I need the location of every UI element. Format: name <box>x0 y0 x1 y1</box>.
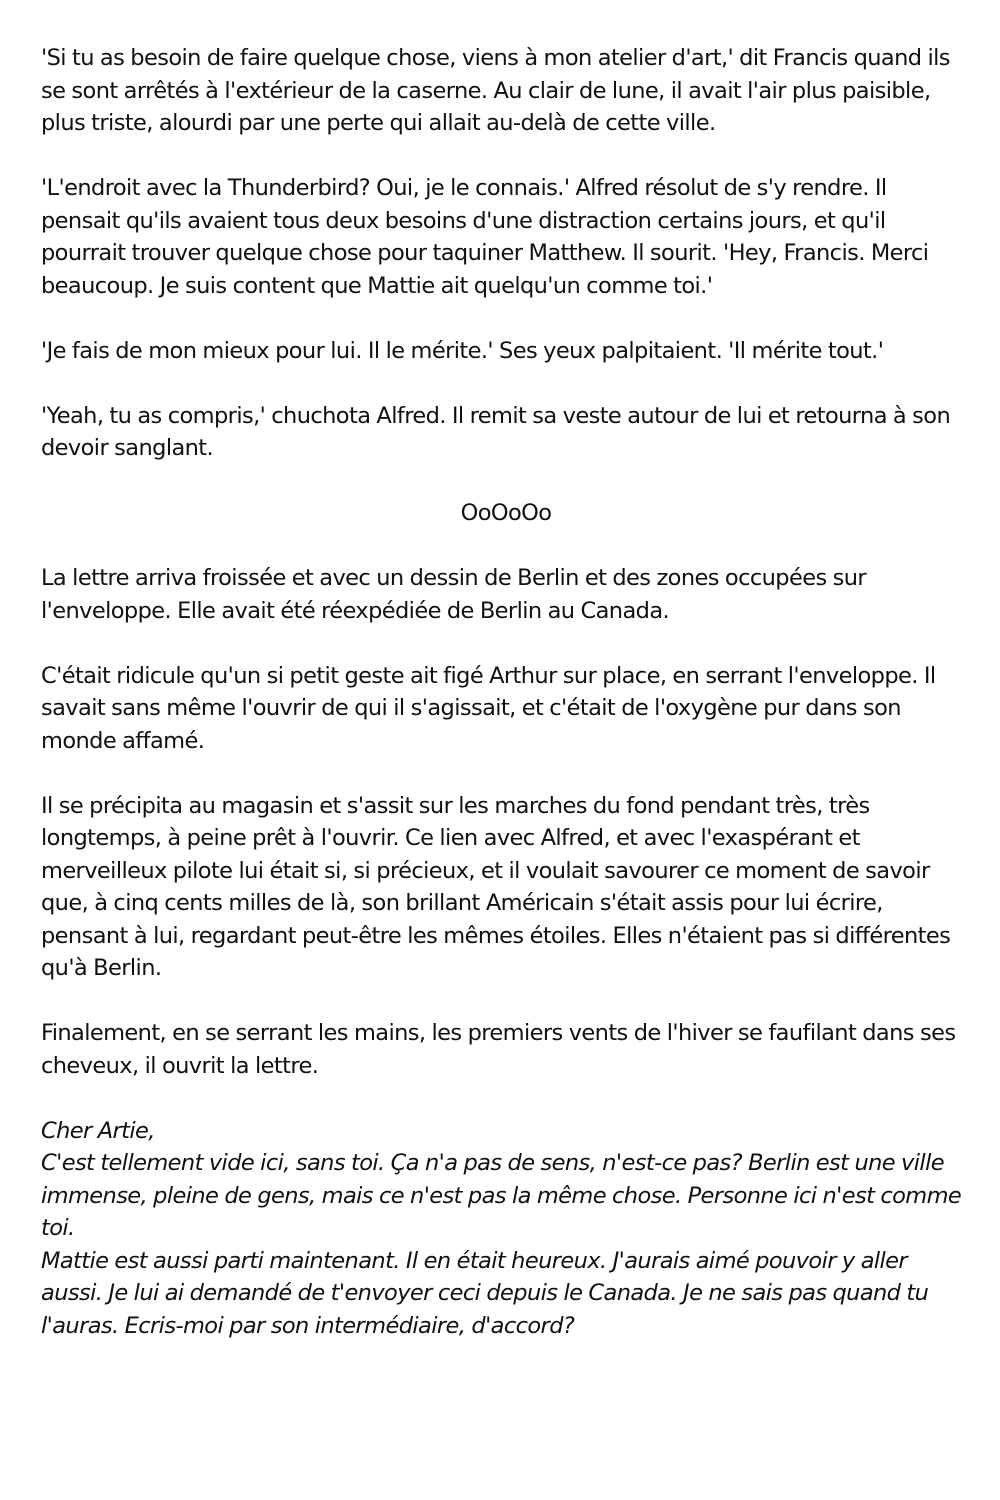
letter-line: C'est tellement vide ici, sans toi. Ça n'a pas de sens, n'est-ce pas? Berlin est une ville immense, pleine de gens, mais ce n'est pas la même chose. Personne ici n'est comme toi. <box>41 1150 962 1241</box>
letter-salutation: Cher Artie, <box>41 1117 155 1144</box>
paragraph-arthur-store: Il se précipita au magasin et s'assit sur les marches du fond pendant très, très longtemps, à peine prêt à l'ouvrir. Ce lien avec Alfred, et avec l'exaspérant et merveilleux pilote lui était si, si précieux, et il voulait savourer ce moment de savoir que, à cinq cents milles de là, son brillant Américain s'était assis pour lui écrire, pensant à lui, regardant peut-être les mêmes étoiles. Elles n'étaient pas si différentes qu'à Berlin. <box>41 792 951 981</box>
paragraph-francis-invitation: 'Si tu as besoin de faire quelque chose, viens à mon atelier d'art,' dit Francis quand ils se sont arrêtés à l'extérieur de la caserne. Au clair de lune, il avait l'air plus paisible, plus triste, alourdi par une perte qui allait au-delà de cette ville. <box>41 45 950 136</box>
paragraph-opening-letter: Finalement, en se serrant les mains, les premiers vents de l'hiver se faufilant dans ses cheveux, il ouvrit la lettre. <box>41 1020 956 1079</box>
section-separator: OoOoOo <box>460 500 552 526</box>
paragraph-alfred-reply: 'L'endroit avec la Thunderbird? Oui, je le connais.' Alfred résolut de s'y rendre. Il pensait qu'ils avaient tous deux besoins d'une distraction certains jours, et qu'il pourrait trouver quelque chose pour taquiner Matthew. Il sourit. 'Hey, Francis. Merci beaucoup. Je suis content que Mattie ait quelqu'un comme toi.' <box>41 175 929 299</box>
paragraph-letter-arrival: La lettre arriva froissée et avec un dessin de Berlin et des zones occupées sur l'enveloppe. Elle avait été réexpédiée de Berlin au Canada. <box>41 565 867 624</box>
paragraph-francis-answer: 'Je fais de mon mieux pour lui. Il le mérite.' Ses yeux palpitaient. 'Il mérite tout.' <box>41 337 884 364</box>
document-page <box>41 42 971 1342</box>
letter-block <box>41 1115 971 1343</box>
letter-line: Mattie est aussi parti maintenant. Il en était heureux. J'aurais aimé pouvoir y aller aussi. Je lui ai demandé de t'envoyer ceci depuis le Canada. Je ne sais pas quand tu l'auras. Ecris-moi par son intermédiaire, d'accord? <box>41 1247 929 1339</box>
paragraph-arthur-frozen: C'était ridicule qu'un si petit geste ait figé Arthur sur place, en serrant l'enveloppe. Il savait sans même l'ouvrir de qui il s'agissait, et c'était de l'oxygène pur dans son monde affamé. <box>41 662 936 754</box>
paragraph-alfred-whisper: 'Yeah, tu as compris,' chuchota Alfred. Il remit sa veste autour de lui et retourna à son devoir sanglant. <box>41 402 951 461</box>
